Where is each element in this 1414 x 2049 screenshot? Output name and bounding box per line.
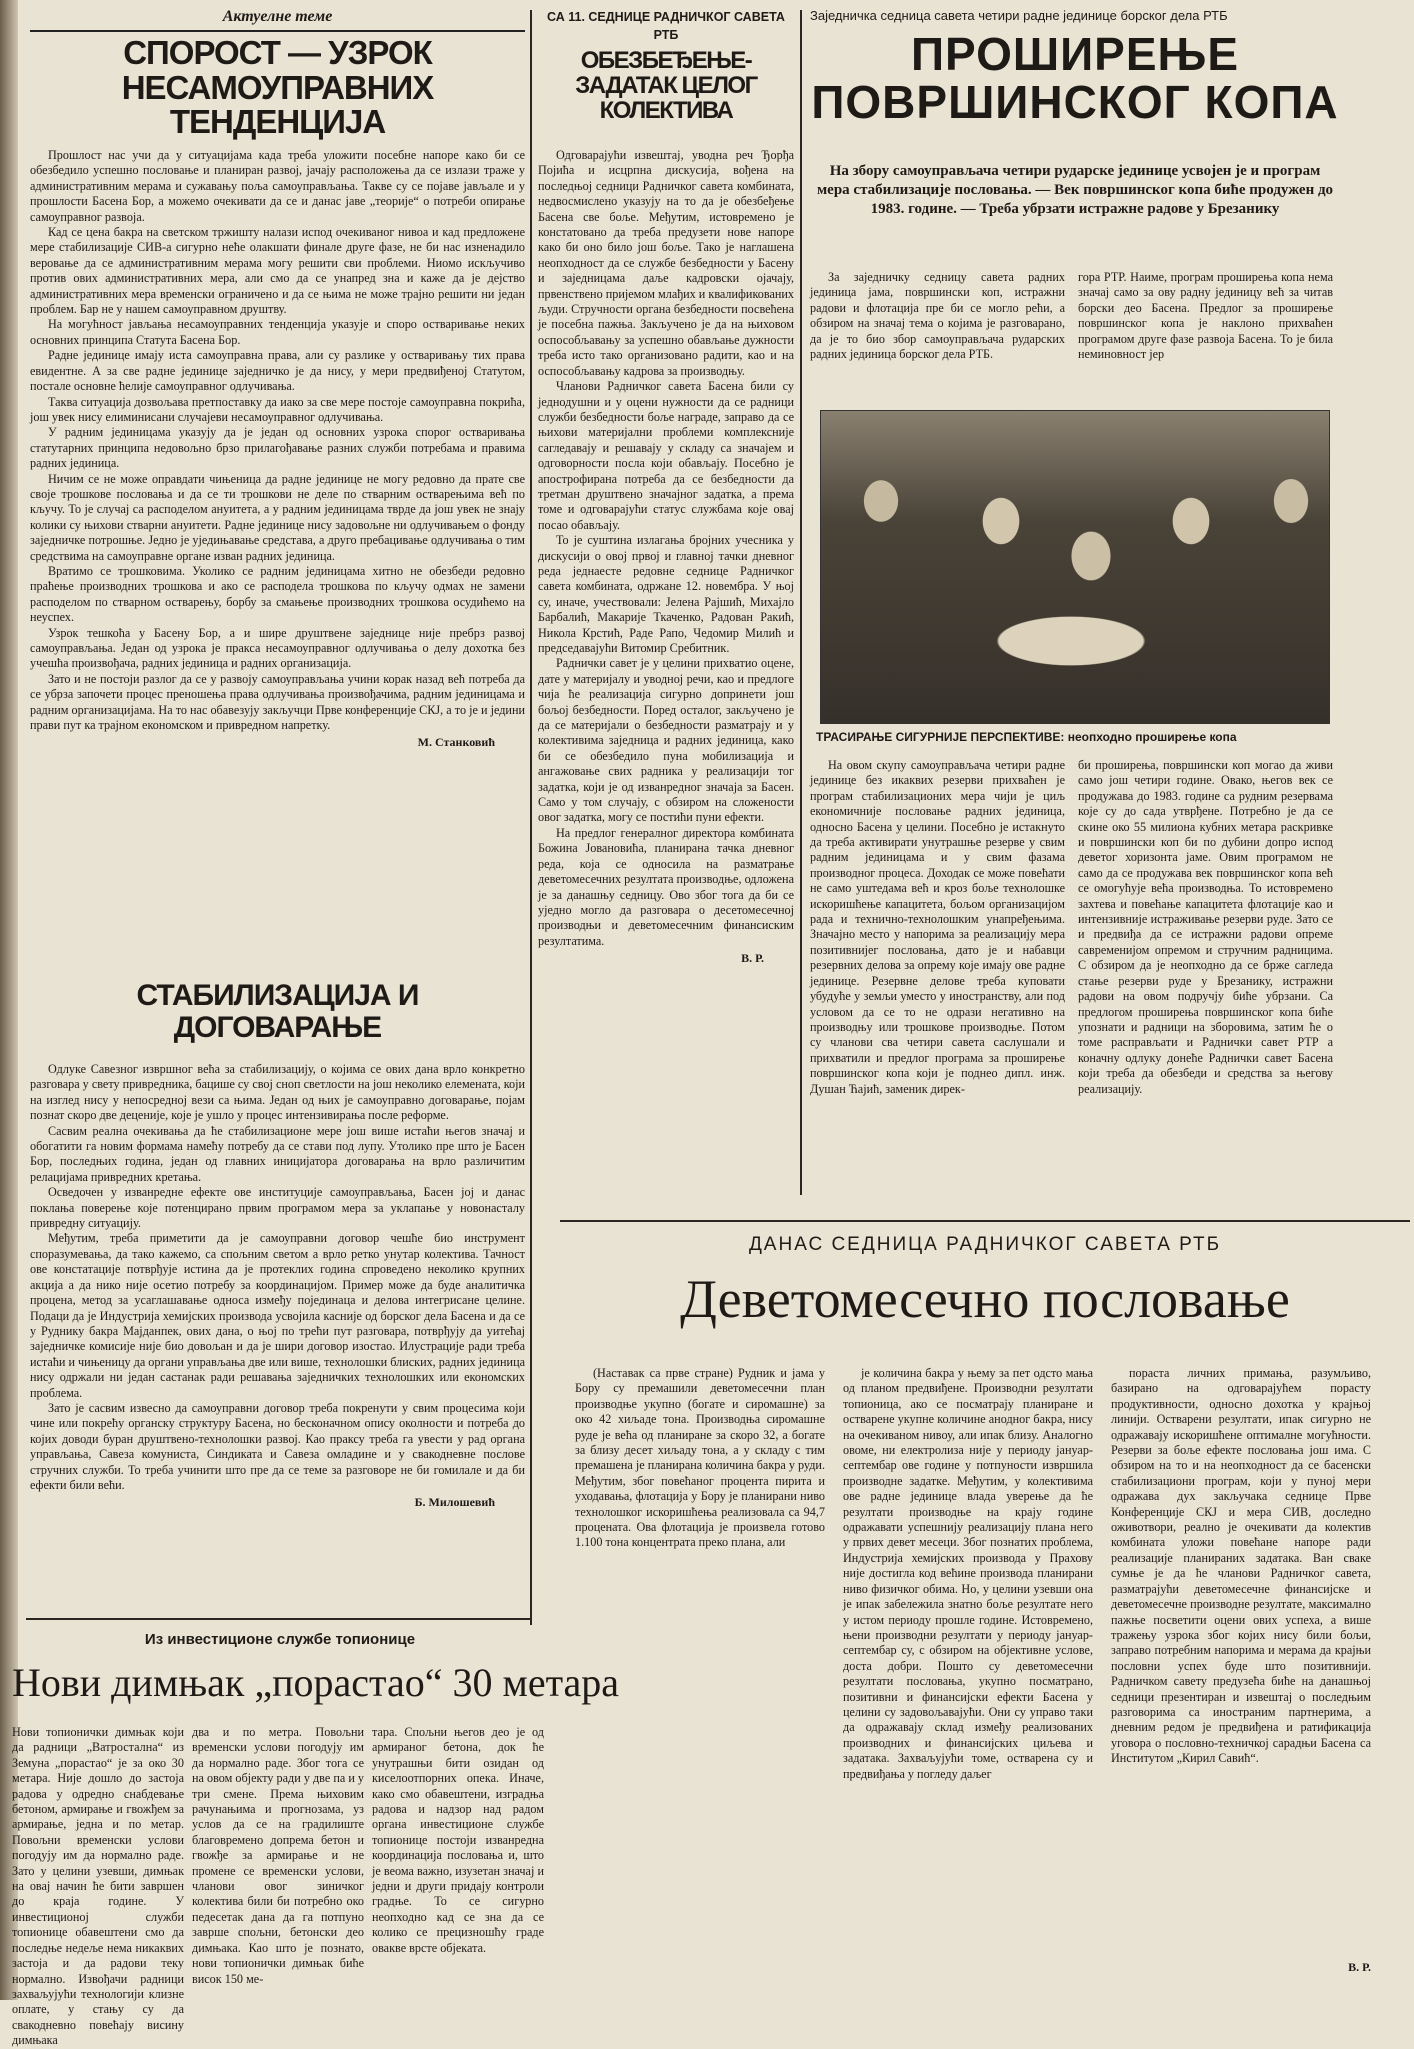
headline: Деветомесечно пословање [680, 1269, 1290, 1329]
nine-month-article [560, 1228, 1410, 1988]
section-kicker: Из инвестиционе службе топионице [144, 1631, 416, 1648]
paragraph: је количина бакра у њему за пет одсто мања од планом предвиђене. Производни резултати топионица, ако се посматрају планиране и остварене укупне количине анодног бакра, нису на очекиваном нивоу, али ипак близу. Аналогно овоме, ни електролиза није у периоду јануар-септембар ове године у потпуности извршила производне задатке. Међутим, у колективима ове радне јединице влада уверење да ће резултати производње на крају године одражавати успешнију реализацију плана него у првих девет месеци. Због познатих проблема, Индустрија хемијских производа у Прахову није достигла код већине производа планирани ниво физичког обима. Но, у целини узевши она је ипак забележила знатно боље резултате него у истом периоду прошле године. Истовремено, њени производни резултати у периоду јануар-септембар су, с обзиром на објективне услове, доста добри. Пошто су деветомесечни резултати пословања, укупно посматрано, позитивни и финансијски ефекти Басена у целини су задовољавајући. Они су управо таки да одражавају склад између реализованих производних и финансијских циљева и задатака. Захваљујући томе, остварена су и предвиђања у погледу даљег [843, 1366, 1093, 1781]
paragraph: Вратимо се трошковима. Уколико се радним јединицама хитно не обезбеди редовно праћење производних трошкова и ако се расподела трошкова по кључу одмах не замени расподелом по стварном остварењу, борбу за смањење производних трошкова осудићемо на неуспех. [30, 563, 525, 625]
paragraph: Одлуке Савезног извршног већа за стабилизацију, о којима се ових дана врло конкретно разговара у свету привредника, бацише су свој сноп светлости на још неколико елемената, који на изглед нису у непосредној вези са њима. Један од њих је самоуправно договарање, појам познат скоро две деценије, које је ушло у процес интензивирања после реформе. [30, 1062, 525, 1123]
article-body [30, 1062, 525, 1622]
photo-caption: ТРАСИРАЊЕ СИГУРНИЈЕ ПЕРСПЕКТИВЕ: неопходно проширење копа [816, 730, 1237, 744]
right-article [810, 8, 1340, 1198]
column-rule [800, 10, 802, 1195]
paragraph: На овом скупу самоуправљача четири радне јединице без икаквих резерви прихваћен је програм стабилизационих мера чији је циљ економичније пословање радних јединица, односно Басена у целини. Посебно је истакнуто да треба активирати унутрашње резерве у свим радним јединицама и у свим фазама производног процеса. Доходак се може повећати не само уштедама већ и кроз боље технолошке искоришћење капацитета, бољом организацијом рада и технично-технолошким унапређењима. Значајно место у напорима за реализацију мера позитивнијег пословања, дато је и набавци резервних делова за опрему које имају ове радне јединице. Резервне делове треба куповати убудуће у земљи уместо у иностранству, али под условом да се то не одрази негативно на производњу или трошкове производње. Потом су чланови сва четири савета саслушали и прихватили и предлог програма за проширење површинског копа који је поднео дипл. инж. Душан Ћајић, заменик дирек- [810, 758, 1065, 1096]
chimney-article [10, 1625, 620, 2048]
subheadline: На збору самоуправљача четири рударске јединице усвојен је и програм мера стабилизације пословања. — Век површинског копа биће продужен до 1983. године. — Треба убрзати истражне радове у Брезанику [816, 163, 1334, 217]
headline: ОБЕЗБЕЂЕЊЕ-ЗАДАТАК ЦЕЛОГ КОЛЕКТИВА [575, 47, 757, 125]
paragraph: То је суштина излагања бројних учесника у дискусији о овој првој и главној тачки дневног реда једнаесте редовне седнице Радничког савета комбината, одржане 12. новембра. У њој су, иначе, учествовали: Јелена Рајшић, Михајло Барбалић, Макарије Ткаченко, Радован Ракић, Никола Крстић, Раде Рапо, Чедомир Милић и председавајући Витомир Сребитник. [538, 533, 794, 655]
paragraph: Чланови Радничког савета Басена били су једнодушни и у оцени нужности да се радници служби безбедности боље награде, заправо да се њихови материјални проблеми комплексније сагледавају и решавају у складу са значајем и одговорности посла који обављају. Посебно је апострофирана потреба да се безбедности да третман друштвено значајног задатка, а према томе и одговарајући статус службама које овај посао обављају. [538, 379, 794, 532]
middle-article [538, 8, 794, 1193]
paragraph: тара. Спољни његов део је од армираног бетона, док ће унутрашњи бити озидан од киселоотпорних опека. Иначе, како смо обавештени, изградња радова и надзор над радом органа инвестиционе службе топионице постоји изванредна координација пословања и, што је веома важно, изузетан значај и једни и други придају контроли градње. То се сигурно неопходно кад се зна да се колико се прецизношћу граде овакве врсте објеката. [372, 1725, 544, 1955]
section-kicker: Актуелне теме [222, 8, 333, 25]
paragraph: Радне јединице имају иста самоуправна права, али су разлике у остваривању тих права евидентне. А за све радне јединице заједничко је да нису, у мери предвиђеној Статутом, постале основне ћелије самоуправног одлучивања. [30, 348, 525, 394]
left-article [30, 8, 525, 1613]
section-kicker: СА 11. СЕДНИЦЕ РАДНИЧКОГ САВЕТА РТБ [547, 10, 785, 42]
article-body [30, 148, 525, 968]
author-signature: М. Станковић [417, 735, 495, 750]
paragraph: Нови топионички димњак који да радници „Ватростална“ из Земуна „порастао“ је за око 30 метара. Није дошло до застоја радова у одредно снабдевање бетоном, армирање и гвожђем за армирање, једна и по метар. Повољни временски услови погодују им да нормално раде. Зато у целини узевши, димњак на овај начин ће бити завршен до краја године. У инвестиционој служби топионице обавештени смо да последње недеље нема никаквих застоја и да радови теку нормално. Извођачи радници захваљујући технологији клизне оплате, у стању су да свакодневно повећају висину димњака [12, 1725, 184, 2048]
paragraph: би проширења, површински коп могао да живи само још четири године. Овако, његов век се продужава до 1983. године са рудним резервама које су до сада утврђене. Потребно је да се скине око 55 милиона кубних метара раскривке и површински коп би по дубини допро испод деветог хоризонта јаме. Овим програмом не само да се продужава век површинског копа већ се омогућује већа производња. То истовремено захтева и повећање капацитета флотације као и интензивније истраживање резерви руде. Зато се и предвиђа да се истражни радови опреме савременијом опремом и стручним радницима. С обзиром да је неопходно да се брже сагледа стање резерви руде у Брезанику, истражни радови на овом подручју биће убрзани. Са предлогом проширења површинског копа биће упознати и радници на зборовима, затим ће о томе расправљати и Раднички савет РТР а коначну одлуку донеће Раднички савет Басена који треба да обезбеди и средства за његову реализацију. [1078, 758, 1333, 1096]
paragraph: Узрок тешкоћа у Басену Бор, а и шире друштвене заједнице није пребрз развој самоуправљања. Један од узрока је пракса несамоуправног одлучивања о делу дохотка без учешћа произвођача, радних јединица и радних организација. [30, 625, 525, 671]
paragraph: два и по метра. Повољни временски услови погодују им да нормално раде. Због тога се на овом објекту ради у две па и у три смене. Према њиховим рачунањима и прогнозама, уз услов да се на градилиште благовремено допрема бетон и гвожђе за армирање и не промене се временски услови, чланови овог зиничког колектива били би потребно око педесетак дана да га потпуно заврше спољни, бетонски део димњака. Као што је познато, нови топионички димњак биће висок 150 ме- [192, 1725, 364, 1986]
headline-stabilization: СТАБИЛИЗАЦИЈА И ДОГОВАРАЊЕ [136, 979, 419, 1044]
section-rule [560, 1220, 1410, 1222]
headline: Нови димњак „порастао“ 30 метара [12, 1660, 620, 1705]
headline: СПОРОСТ — УЗРОК НЕСАМОУПРАВНИХ ТЕНДЕНЦИЈА [121, 34, 434, 141]
paragraph: У радним јединицама указују да је један од основних узрока спорог остваривања статутарних принципа недовољно брзо прилагођавање разних служби потребама и правима радних јединица. [30, 425, 525, 471]
paragraph: На могућност јављања несамоуправних тенденција указује и споро остваривање неких основних принципа Статута Басена Бор. [30, 317, 525, 347]
paragraph: (Наставак са прве стране) Рудник и јама у Бору су премашили деветомесечни план производње укупно (богате и сиромашне) за око 42 хиљаде тона. Производња сиромашне руде је већа од планиране за скоро 32, а богате за близу десет хиљаду тона, а у складу с тим премашена је планирана количина бакра у руди. Међутим, због повећаног процента пирита и уходавања, флотација у Бору је планирани ниво технолошког искоришћења реализовала са 94,7 процената. Ова флотација је произвела готово 1.100 тона концентрата преко плана, али [575, 1366, 825, 1550]
paragraph: Осведочен у изванредне ефекте ове институције самоуправљања, Басен јој и данас поклања поверење које потенцирано првим програмом мера за уклапање у новонасталу привредну ситуацију. [30, 1185, 525, 1231]
author-signature: Б. Милошевић [414, 1495, 495, 1510]
paragraph: гора РТР. Наиме, програм проширења копа нема значај само за ову радну јединицу већ за читав борски део Басена. Предлог за проширење површинског копа је наклоно прихваћен програмом друге фазе развоја Басена. То је била неминовност јер [1078, 270, 1333, 362]
paragraph: Кад се цена бакра на светском тржишту налази испод очекиваног нивоа и кад предложене мере стабилизације СИВ-а сигурно неће олакшати финале друге фазе, не би нас изненадило веровање да се административним мерама могу решити сви проблеми. Ниомо искључиво против ових административних мера, али смо да се унапред зна и каже да је дејство административних мера временски ограничено и да се њима не може трајно решити ни један проблем. Бар не у нашем самоуправном друштву. [30, 225, 525, 317]
headline: ПРОШИРЕЊЕ ПОВРШИНСКОГ КОПА [811, 28, 1339, 129]
column-rule [530, 10, 532, 1625]
paragraph: пораста личних примања, разумљиво, базирано на одговарајућем порасту продуктивности, односно дохотка у крајњој линији. Остварени резултати, ипак сигурно не одражавају искоришћене оптималне могућности. Резерви за боље ефекте пословања још има. С обзиром на то и на неопходност да се басенски стабилизациони програм, који у пуној мери одражава дух закључака седнице Прве Конференције СКЈ и мера СИВ, доследно оживотвори, реално је очекивати да колектив комбината уложи повећане напоре ради реализације планираних задатака. Ван сваке сумње је да ће чланови Радничког савета, разматрајући деветомесечне финансијске и деветомесечне производне резултате, максимално пажње посветити оцени ових успеха, а више тражењу узрока због којих нису били бољи, заправо потребним напорима и мерама да крајњи пословни успех буде што позитивнији. Радничком савету предузећа биће на данашњој седници презентиран и извештај о последњим разговорима са иностраним партнерима, а дневним редом је предвиђена и ратификација уговора о пословно-техничкој сарадњи Басена са Институтом „Кирил Савић“. [1111, 1366, 1371, 1766]
paragraph: Таква ситуација дозвољава претпоставку да иако за све мере постоје самоуправна покрића, још увек нису елиминисани случајеви несамоуправног одлучивања. [30, 394, 525, 424]
paragraph: Зато је сасвим извесно да самоуправни договор треба покренути у свим процесима који чине или покрећу органску структуру Басена, но бесконачном опису околности и потреба до којих доводи буран друштвено-технолошки развој. Као праксу треба га увести у рад органа управљања, Савеза комуниста, Синдиката и Савеза омладине и у свакодневне послове стручних служби. То треба учинити што пре да се теме за разговоре не би гомилале и да би ефекти били већи. [30, 1400, 525, 1492]
author-signature: В. Р. [1348, 1960, 1371, 1974]
section-kicker: Заједничка седница савета четири радне јединице борског дела РТБ [810, 8, 1228, 23]
section-kicker: ДАНАС СЕДНИЦА РАДНИЧКОГ САВЕТА РТБ [748, 1234, 1222, 1255]
paragraph: За заједничку седницу савета радних јединица јама, површински коп, истражни радови и флотација пре би се могло рећи, а обзиром на значај тема о којима је разговарано, да је то био збор самоуправљача рударских радних јединица борског дела РТБ. [810, 270, 1065, 362]
paragraph: Одговарајући извештај, уводна реч Ђорђа Појића и исцрпна дискусија, вођена на последњој седници Радничког савета комбината, недвосмислено указују на то да је обезбеђење Басена све боље. Међутим, истовремено је констатовано да треба предузети нове напоре како би оно било још боље. Тако је наглашена неопходност да се службе безбедности у Басену и заједницама даље кадровски ојачају, првенствено пријемом млађих и квалификованих људи. Стручности органа безбедности посвећена је посебна пажња. Закључено је да на њиховом оспособљавању за успешно обављање дужности треба исто тако организовано радити, као и на оспособљавању кадрова за производњу. [538, 148, 794, 378]
meeting-photo [820, 410, 1330, 724]
paragraph: Зато и не постоји разлог да се у развоју самоуправљања учини корак назад већ потреба да се убрза започети процес преношења права одлучивања произвођачима, радним јединицама и радним организацијама. На то нас обавезују закључци Прве конференције СКЈ, а то је и једини прави пут ка трајном економском и привредном напретку. [30, 671, 525, 733]
author-signature: В. Р. [741, 951, 764, 966]
paragraph: Раднички савет је у целини прихватио оцене, дате у материјалу и уводној речи, као и предлоге чија ће реализација сигурно допринети још бољој безбедности. Поред осталог, закључено је да се материјали о безбедности разматрају и у колективима заједница и радних јединица, како би се обезбедило пуна мобилизација и ангажовање свих радника у реализацији тог задатка, који је од изванредног значаја за Басен. Само у том случају, с обзиром на сложености овог задатка, могу се постићи пуни ефекти. [538, 656, 794, 825]
paragraph: На предлог генералног директора комбината Божина Јовановића, планирана тачка дневног реда, која се односила на разматрање деветомесечних резултата производње, одложена је за данашњу седницу. Ово због тога да би се уједно могло да разговара о десетомесечној производњи и деветомесечним финансиским резултатима. [538, 825, 794, 948]
paragraph: Ничим се не може оправдати чињеница да радне јединице не могу редовно да прате све своје трошкове пословања и да се ти трошкови не деле по стварним остварењима већ по кључу. То је случај са расподелом ануитета, а у радним јединицама тврде да још увек не знају колики су њихови стварни ануитети. Радне јединице нису задовољне ни одлучивањем о фонду заједничке потрошње. Једно је уједињавање средстава, а друго пребацивање одлучивања о тим средствима на самоуправне органе изван радних јединица. [30, 471, 525, 563]
paragraph: Међутим, треба приметити да је самоуправни договор чешће био инструмент споразумевања, да тако кажемо, са спољним светом а врло ретко унутар колектива. Тачност ове констатације потврђује истина да је протеклих година спроведено неколико крупних акција а да нико није осетио потребу за координацијом. Пример може да буде аналитичка процена, метод за усаглашавање односа између појединаца и делова интегрисане целине. Подаци да је Индустрија хемијских производа усвојила касније од борског дела Басена и да се у Руднику бакра Мајданпек, ових дана, о њој по трећи пут разговара, потврђују да уитећај заједничке комисије није био довољан и да је шири договор изостао. Илустрације ради треба истаћи и чињеницу да органи управљања две или више, технолошки блиских, радних јединица нису одржали ни један састанак ради решавања заједничких технолошких или економских проблема. [30, 1231, 526, 1400]
paragraph: Прошлост нас учи да у ситуацијама када треба уложити посебне напоре како би се обезбедило успешно пословање и планиран развој, јачају расположења да се излази траже у административним мерама и сужавању поља самоуправљања. Такве су се појаве јављале и у прошлости Басена Бор, а можемо очекивати да се и данас јаве „теорије“ о потреби опирање самоуправног развоја. [30, 148, 525, 224]
paragraph: Сасвим реална очекивања да ће стабилизационе мере још више истаћи његов значај и обогатити га новим формама намећу потребу да се стави под лупу. Утолико пре што је Басен Бор, последњих година, један од главних иницијатора договарања на врло различитим релацијама привредних кретања. [30, 1123, 525, 1184]
article-body [538, 148, 794, 1178]
